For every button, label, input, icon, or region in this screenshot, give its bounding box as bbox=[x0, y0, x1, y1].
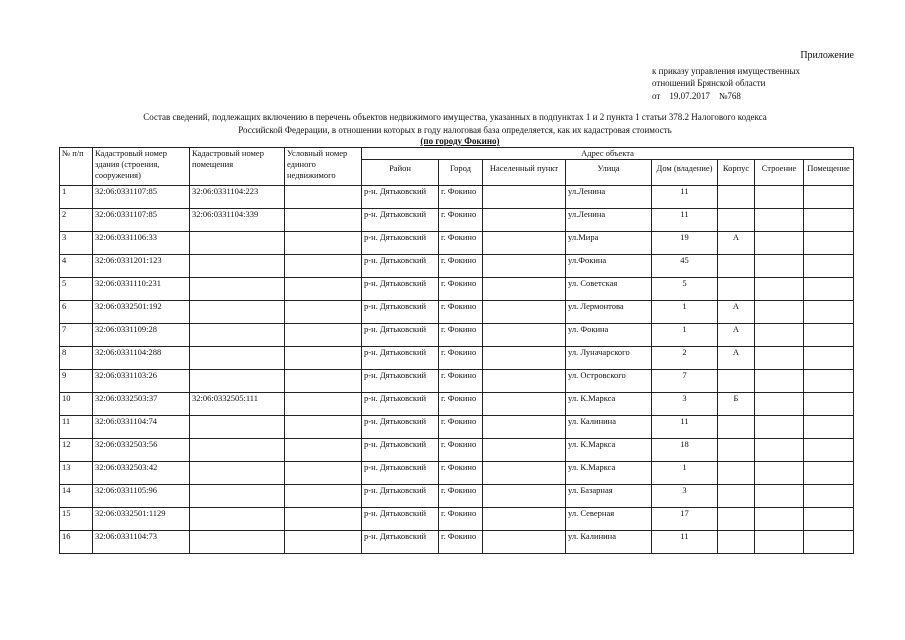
cell-cond-number bbox=[285, 485, 362, 508]
header-cad-building: Кадастровый номер здания (строения, сооружения) bbox=[93, 148, 190, 186]
cell-district: р-н. Дятьковский bbox=[362, 416, 439, 439]
cell-district: р-н. Дятьковский bbox=[362, 324, 439, 347]
cell-room bbox=[804, 278, 854, 301]
cell-street: ул.Мира bbox=[566, 232, 652, 255]
cell-settlement bbox=[483, 278, 566, 301]
cell-building bbox=[755, 508, 804, 531]
header-num: № п/п bbox=[60, 148, 93, 186]
cell-cad-room: 32:06:0331104:339 bbox=[190, 209, 285, 232]
cell-house: 11 bbox=[652, 209, 718, 232]
cell-city: г. Фокино bbox=[439, 370, 483, 393]
cell-cad-room: 32:06:0331104:223 bbox=[190, 186, 285, 209]
cell-house: 5 bbox=[652, 278, 718, 301]
cell-street: ул. К.Маркса bbox=[566, 462, 652, 485]
cell-building bbox=[755, 370, 804, 393]
cell-city: г. Фокино bbox=[439, 347, 483, 370]
order-date: 19.07.2017 bbox=[669, 90, 710, 101]
cell-building bbox=[755, 186, 804, 209]
cell-cond-number bbox=[285, 416, 362, 439]
cell-district: р-н. Дятьковский bbox=[362, 301, 439, 324]
cell-district: р-н. Дятьковский bbox=[362, 462, 439, 485]
cell-building bbox=[755, 301, 804, 324]
cell-room bbox=[804, 209, 854, 232]
cell-house: 1 bbox=[652, 301, 718, 324]
cell-street: ул.Фокина bbox=[566, 255, 652, 278]
cell-house: 45 bbox=[652, 255, 718, 278]
cell-district: р-н. Дятьковский bbox=[362, 278, 439, 301]
table-row bbox=[60, 508, 854, 531]
cell-cond-number bbox=[285, 186, 362, 209]
cell-room bbox=[804, 301, 854, 324]
appendix-line-1: к приказу управления имущественных bbox=[652, 65, 801, 76]
cell-block bbox=[718, 416, 755, 439]
cell-house: 19 bbox=[652, 232, 718, 255]
cell-cad-room bbox=[190, 508, 285, 531]
cell-block bbox=[718, 439, 755, 462]
cell-room bbox=[804, 508, 854, 531]
cell-house: 17 bbox=[652, 508, 718, 531]
header-room: Помещение bbox=[804, 160, 854, 186]
table-row bbox=[60, 209, 854, 232]
cell-street: ул. Островского bbox=[566, 370, 652, 393]
cell-settlement bbox=[483, 462, 566, 485]
order-from-label: от bbox=[652, 90, 661, 101]
cell-cond-number bbox=[285, 278, 362, 301]
cell-house: 2 bbox=[652, 347, 718, 370]
header-settlement: Населенный пункт bbox=[483, 160, 566, 186]
cell-cad-room: 32:06:0332505:111 bbox=[190, 393, 285, 416]
cell-house: 11 bbox=[652, 416, 718, 439]
cell-cad-room bbox=[190, 416, 285, 439]
cell-district: р-н. Дятьковский bbox=[362, 393, 439, 416]
cell-num: 3 bbox=[60, 232, 93, 255]
cell-cad-building: 32:06:0331201:123 bbox=[93, 255, 190, 278]
cell-street: ул. Калинина bbox=[566, 416, 652, 439]
cell-room bbox=[804, 324, 854, 347]
cell-cad-building: 32:06:0331104:74 bbox=[93, 416, 190, 439]
cell-settlement bbox=[483, 232, 566, 255]
cell-settlement bbox=[483, 209, 566, 232]
cell-cond-number bbox=[285, 462, 362, 485]
cell-city: г. Фокино bbox=[439, 278, 483, 301]
cell-city: г. Фокино bbox=[439, 232, 483, 255]
cell-district: р-н. Дятьковский bbox=[362, 209, 439, 232]
cell-district: р-н. Дятьковский bbox=[362, 508, 439, 531]
cell-settlement bbox=[483, 508, 566, 531]
cell-cad-room bbox=[190, 370, 285, 393]
cell-street: ул. Лермонтова bbox=[566, 301, 652, 324]
cell-block bbox=[718, 370, 755, 393]
cell-house: 11 bbox=[652, 531, 718, 554]
cell-room bbox=[804, 255, 854, 278]
table-row bbox=[60, 232, 854, 255]
header-block: Корпус bbox=[718, 160, 755, 186]
cell-num: 4 bbox=[60, 255, 93, 278]
cell-street: ул. Фокина bbox=[566, 324, 652, 347]
cell-cad-building: 32:06:0331107:85 bbox=[93, 186, 190, 209]
cell-cad-room bbox=[190, 462, 285, 485]
cell-street: ул.Ленина bbox=[566, 209, 652, 232]
cell-cad-building: 32:06:0331103:26 bbox=[93, 370, 190, 393]
cell-building bbox=[755, 255, 804, 278]
header-address: Адрес объекта bbox=[362, 148, 854, 160]
cell-settlement bbox=[483, 416, 566, 439]
header-cond-number: Условный номер единого недвижимого bbox=[285, 148, 362, 186]
cell-block bbox=[718, 186, 755, 209]
document-subtitle: (по городу Фокино) bbox=[420, 136, 500, 146]
header-city: Город bbox=[439, 160, 483, 186]
table-row bbox=[60, 462, 854, 485]
cell-cad-room bbox=[190, 439, 285, 462]
cell-street: ул.Ленина bbox=[566, 186, 652, 209]
header-building: Строение bbox=[755, 160, 804, 186]
cell-room bbox=[804, 347, 854, 370]
cell-district: р-н. Дятьковский bbox=[362, 531, 439, 554]
cell-cad-building: 32:06:0332503:56 bbox=[93, 439, 190, 462]
cell-cond-number bbox=[285, 370, 362, 393]
cell-settlement bbox=[483, 186, 566, 209]
cell-city: г. Фокино bbox=[439, 209, 483, 232]
cell-block bbox=[718, 255, 755, 278]
cell-room bbox=[804, 393, 854, 416]
cell-room bbox=[804, 485, 854, 508]
table-row bbox=[60, 393, 854, 416]
cell-house: 1 bbox=[652, 462, 718, 485]
cell-cad-room bbox=[190, 347, 285, 370]
cell-district: р-н. Дятьковский bbox=[362, 439, 439, 462]
appendix-title: Приложение bbox=[800, 50, 854, 61]
cell-cond-number bbox=[285, 301, 362, 324]
cell-cad-building: 32:06:0332503:37 bbox=[93, 393, 190, 416]
cell-district: р-н. Дятьковский bbox=[362, 485, 439, 508]
cell-city: г. Фокино bbox=[439, 393, 483, 416]
cell-cond-number bbox=[285, 393, 362, 416]
cell-city: г. Фокино bbox=[439, 485, 483, 508]
cell-building bbox=[755, 416, 804, 439]
table-row bbox=[60, 186, 854, 209]
cell-num: 2 bbox=[60, 209, 93, 232]
cell-cad-room bbox=[190, 255, 285, 278]
cell-street: ул. Базарная bbox=[566, 485, 652, 508]
cell-block bbox=[718, 209, 755, 232]
cell-block: Б bbox=[718, 393, 755, 416]
cell-num: 11 bbox=[60, 416, 93, 439]
header-house: Дом (владение) bbox=[652, 160, 718, 186]
cell-city: г. Фокино bbox=[439, 255, 483, 278]
cell-city: г. Фокино bbox=[439, 416, 483, 439]
table-row bbox=[60, 347, 854, 370]
cell-settlement bbox=[483, 439, 566, 462]
cell-building bbox=[755, 462, 804, 485]
property-table bbox=[59, 147, 854, 554]
cell-cond-number bbox=[285, 209, 362, 232]
cell-block: А bbox=[718, 324, 755, 347]
order-line bbox=[652, 90, 862, 103]
cell-house: 11 bbox=[652, 186, 718, 209]
cell-cond-number bbox=[285, 232, 362, 255]
cell-city: г. Фокино bbox=[439, 462, 483, 485]
cell-cond-number bbox=[285, 508, 362, 531]
cell-house: 3 bbox=[652, 485, 718, 508]
cell-cad-building: 32:06:0332503:42 bbox=[93, 462, 190, 485]
cell-num: 13 bbox=[60, 462, 93, 485]
cell-cad-room bbox=[190, 485, 285, 508]
order-number: №768 bbox=[718, 90, 741, 101]
table-row bbox=[60, 278, 854, 301]
cell-cad-building: 32:06:0332501:192 bbox=[93, 301, 190, 324]
cell-street: ул. Луначарского bbox=[566, 347, 652, 370]
cell-cad-room bbox=[190, 324, 285, 347]
cell-cad-building: 32:06:0331104:288 bbox=[93, 347, 190, 370]
cell-block bbox=[718, 278, 755, 301]
cell-settlement bbox=[483, 255, 566, 278]
header-cad-room: Кадастровый номер помещения bbox=[190, 148, 285, 186]
appendix-block bbox=[652, 50, 862, 102]
cell-block bbox=[718, 485, 755, 508]
cell-cad-room bbox=[190, 278, 285, 301]
cell-room bbox=[804, 462, 854, 485]
cell-building bbox=[755, 439, 804, 462]
cell-room bbox=[804, 531, 854, 554]
cell-num: 9 bbox=[60, 370, 93, 393]
cell-block bbox=[718, 508, 755, 531]
cell-settlement bbox=[483, 301, 566, 324]
cell-settlement bbox=[483, 393, 566, 416]
cell-cad-building: 32:06:0331110:231 bbox=[93, 278, 190, 301]
cell-settlement bbox=[483, 324, 566, 347]
cell-cond-number bbox=[285, 324, 362, 347]
cell-room bbox=[804, 416, 854, 439]
cell-num: 8 bbox=[60, 347, 93, 370]
cell-block: А bbox=[718, 301, 755, 324]
cell-block bbox=[718, 531, 755, 554]
cell-cad-building: 32:06:0331104:73 bbox=[93, 531, 190, 554]
cell-cad-building: 32:06:0331109:28 bbox=[93, 324, 190, 347]
cell-building bbox=[755, 347, 804, 370]
cell-house: 3 bbox=[652, 393, 718, 416]
cell-building bbox=[755, 324, 804, 347]
cell-district: р-н. Дятьковский bbox=[362, 370, 439, 393]
cell-num: 1 bbox=[60, 186, 93, 209]
cell-city: г. Фокино bbox=[439, 508, 483, 531]
cell-room bbox=[804, 370, 854, 393]
cell-num: 15 bbox=[60, 508, 93, 531]
cell-num: 10 bbox=[60, 393, 93, 416]
table-row bbox=[60, 255, 854, 278]
cell-city: г. Фокино bbox=[439, 186, 483, 209]
cell-block: А bbox=[718, 347, 755, 370]
document-heading: Состав сведений, подлежащих включению в перечень объектов недвижимого имущества, указанных в подпунктах 1 и 2 пункта 1 статьи 378.2 Налогового кодекса Российской Федерации, в отношении которых в году налоговая база определяется, как их кадастровая стоимость bbox=[143, 112, 767, 135]
table-row bbox=[60, 370, 854, 393]
cell-room bbox=[804, 232, 854, 255]
cell-cad-building: 32:06:0331107:85 bbox=[93, 209, 190, 232]
cell-num: 16 bbox=[60, 531, 93, 554]
cell-street: ул. Северная bbox=[566, 508, 652, 531]
cell-building bbox=[755, 393, 804, 416]
cell-num: 5 bbox=[60, 278, 93, 301]
cell-room bbox=[804, 186, 854, 209]
cell-house: 1 bbox=[652, 324, 718, 347]
cell-house: 7 bbox=[652, 370, 718, 393]
cell-street: ул. Калинина bbox=[566, 531, 652, 554]
table-row bbox=[60, 439, 854, 462]
cell-num: 12 bbox=[60, 439, 93, 462]
cell-city: г. Фокино bbox=[439, 301, 483, 324]
cell-street: ул. Советская bbox=[566, 278, 652, 301]
cell-num: 7 bbox=[60, 324, 93, 347]
cell-cad-building: 32:06:0332501:1129 bbox=[93, 508, 190, 531]
cell-settlement bbox=[483, 370, 566, 393]
table-row bbox=[60, 324, 854, 347]
header-district: Район bbox=[362, 160, 439, 186]
cell-street: ул. К.Маркса bbox=[566, 393, 652, 416]
appendix-line-2: отношений Брянской области bbox=[652, 78, 766, 88]
header-street: Улица bbox=[566, 160, 652, 186]
cell-cad-room bbox=[190, 531, 285, 554]
table-row bbox=[60, 416, 854, 439]
cell-cond-number bbox=[285, 439, 362, 462]
cell-building bbox=[755, 278, 804, 301]
cell-building bbox=[755, 485, 804, 508]
cell-num: 14 bbox=[60, 485, 93, 508]
cell-cond-number bbox=[285, 347, 362, 370]
cell-cond-number bbox=[285, 255, 362, 278]
cell-block bbox=[718, 462, 755, 485]
cell-city: г. Фокино bbox=[439, 531, 483, 554]
cell-cad-room bbox=[190, 232, 285, 255]
cell-city: г. Фокино bbox=[439, 439, 483, 462]
cell-city: г. Фокино bbox=[439, 324, 483, 347]
cell-cond-number bbox=[285, 531, 362, 554]
cell-building bbox=[755, 531, 804, 554]
cell-cad-building: 32:06:0331105:96 bbox=[93, 485, 190, 508]
table-row bbox=[60, 301, 854, 324]
cell-street: ул. К.Маркса bbox=[566, 439, 652, 462]
cell-building bbox=[755, 232, 804, 255]
cell-settlement bbox=[483, 485, 566, 508]
cell-district: р-н. Дятьковский bbox=[362, 232, 439, 255]
cell-cad-room bbox=[190, 301, 285, 324]
cell-district: р-н. Дятьковский bbox=[362, 347, 439, 370]
cell-settlement bbox=[483, 531, 566, 554]
cell-block: А bbox=[718, 232, 755, 255]
cell-district: р-н. Дятьковский bbox=[362, 186, 439, 209]
cell-district: р-н. Дятьковский bbox=[362, 255, 439, 278]
cell-cad-building: 32:06:0331106:33 bbox=[93, 232, 190, 255]
cell-house: 18 bbox=[652, 439, 718, 462]
cell-settlement bbox=[483, 347, 566, 370]
cell-room bbox=[804, 439, 854, 462]
table-row bbox=[60, 531, 854, 554]
cell-building bbox=[755, 209, 804, 232]
table-row bbox=[60, 485, 854, 508]
cell-num: 6 bbox=[60, 301, 93, 324]
